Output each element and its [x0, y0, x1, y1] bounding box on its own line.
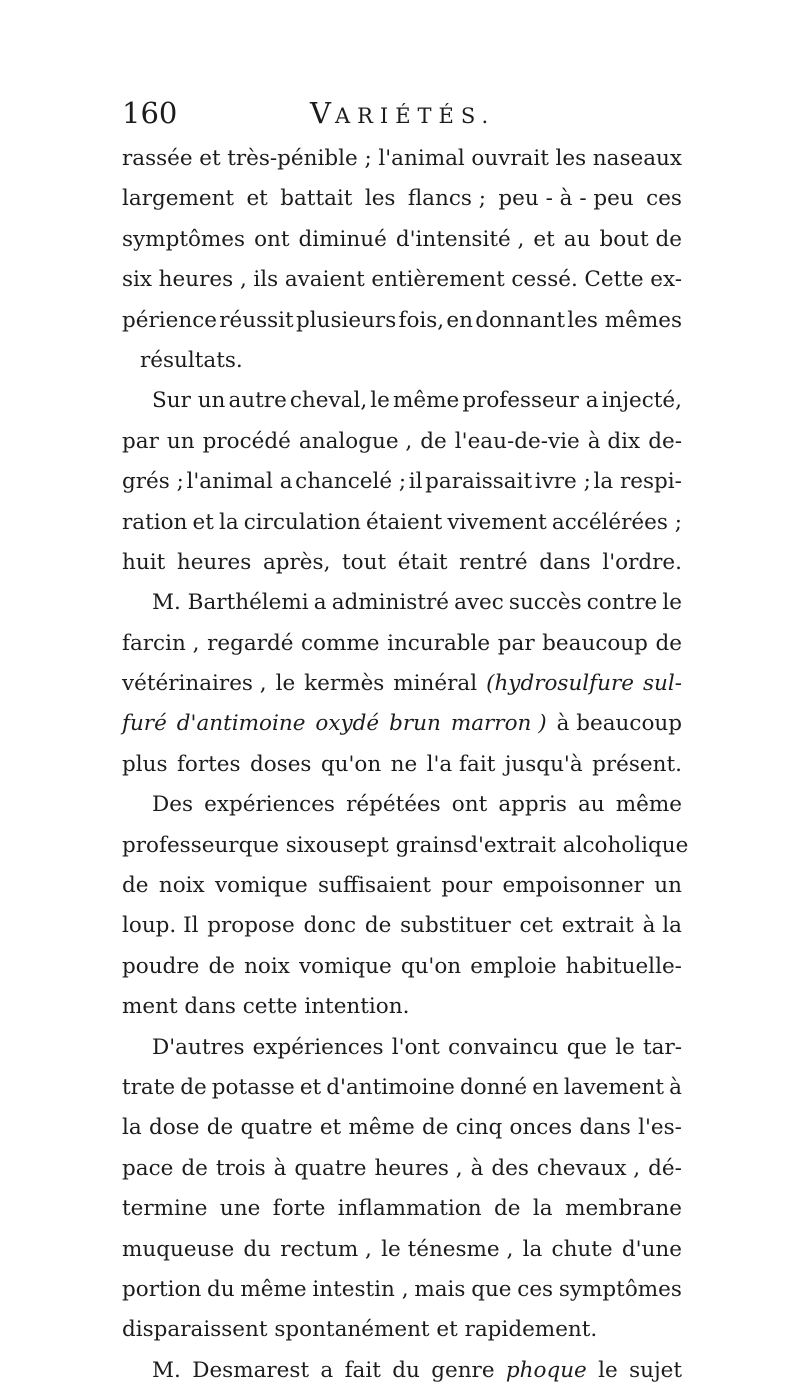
running-head-rest: ARIÉTÉS.: [334, 104, 496, 128]
word: regardé: [207, 630, 294, 656]
italic-word: oxydé: [315, 711, 380, 737]
text-line: [122, 341, 682, 381]
word: portion: [122, 1276, 202, 1302]
word: et: [199, 146, 221, 171]
word: symptômes: [122, 226, 246, 252]
word: ont: [254, 226, 290, 252]
word: au: [563, 226, 591, 252]
word: avaient: [284, 267, 365, 293]
word: heures ,: [158, 267, 247, 293]
text-line: [122, 1230, 682, 1270]
word: réussit: [219, 307, 294, 333]
word: d'une: [621, 1236, 682, 1262]
word: avec: [454, 590, 504, 616]
word: le: [615, 1034, 635, 1060]
word: du: [243, 1236, 272, 1262]
word: du: [392, 1357, 420, 1383]
word: kermès: [304, 671, 385, 697]
text-line: [122, 1108, 682, 1148]
word: symptômes: [558, 1276, 682, 1302]
word: termine: [122, 1196, 208, 1222]
word: onces: [509, 1115, 573, 1141]
word: cinq: [455, 1115, 503, 1141]
text-line: [122, 462, 682, 502]
word: injecté,: [601, 388, 682, 414]
word: tar-: [642, 1034, 682, 1060]
word: l'animal: [378, 146, 465, 171]
word: six: [122, 267, 153, 293]
text-line: [122, 179, 682, 219]
word: un: [166, 428, 195, 454]
word: à dix: [587, 428, 641, 454]
word: vivement: [447, 509, 547, 535]
word: même: [615, 792, 682, 818]
word: Sur un: [152, 388, 226, 414]
word: de: [208, 953, 235, 979]
word: de: [122, 873, 149, 899]
word: huit: [122, 549, 166, 575]
word: appris: [498, 792, 567, 818]
word: Desmarest: [192, 1357, 310, 1383]
word: heures: [176, 549, 252, 575]
word: professeur: [122, 832, 239, 858]
word: d'extrait alcoholique: [464, 832, 689, 858]
word: contre: [586, 590, 658, 616]
word: très-pénible ;: [227, 146, 372, 171]
word: quatre: [294, 1155, 367, 1181]
word: la: [218, 509, 239, 535]
word: noix: [158, 873, 205, 899]
word: emploie: [470, 953, 557, 979]
word: le: [275, 671, 296, 697]
word: l'es-: [638, 1115, 682, 1141]
word: en: [532, 1074, 559, 1100]
word: jusqu'à: [504, 751, 583, 777]
italic-word: sul-: [642, 671, 682, 697]
text-line: [122, 826, 689, 866]
text-line: [122, 987, 682, 1027]
word: fois,: [398, 307, 445, 333]
word: de: [420, 428, 447, 454]
word: une: [219, 1196, 261, 1222]
word: doses: [249, 751, 312, 777]
word: les: [364, 186, 396, 212]
word: rectum ,: [280, 1236, 372, 1262]
word: tout: [342, 549, 387, 575]
word: forte: [272, 1196, 326, 1222]
word: de: [421, 1115, 449, 1141]
text-line: [122, 624, 682, 664]
word: le: [662, 590, 682, 616]
word: noix: [244, 953, 290, 979]
word: donnant: [475, 307, 565, 333]
text-line: [122, 1310, 682, 1350]
word: qu'on: [320, 751, 382, 777]
word: quatre: [240, 1115, 313, 1141]
word: ouvrait: [471, 146, 549, 171]
text-line: [122, 583, 682, 623]
word: largement: [122, 186, 235, 212]
text-line: [122, 381, 682, 421]
word: donné: [459, 1074, 528, 1100]
word: chancelé ;: [295, 469, 407, 495]
word: plusieurs: [295, 307, 397, 333]
word: cheval,: [289, 388, 368, 414]
word: expériences: [252, 1034, 384, 1060]
word: sept grains: [342, 832, 465, 858]
text-line: [122, 947, 682, 987]
word: a: [320, 1357, 334, 1383]
word: empoisonner: [502, 873, 644, 899]
word: ont: [451, 792, 488, 818]
word: fait: [344, 1357, 381, 1383]
word: dose: [148, 1115, 200, 1141]
word: qu'on: [400, 953, 462, 979]
word: comme: [301, 630, 380, 656]
word: même: [240, 1276, 307, 1302]
word: expériences: [204, 792, 335, 818]
word: ils: [253, 267, 279, 293]
text-line: [122, 301, 682, 341]
word: muqueuse: [122, 1236, 235, 1262]
word: au: [577, 792, 605, 818]
italic-word: phoque: [505, 1357, 587, 1383]
word: incurable: [387, 630, 491, 656]
word: trate: [122, 1074, 176, 1100]
word: ment dans cette intention.: [122, 994, 410, 1020]
word: bout de: [599, 226, 682, 252]
word: ces: [646, 186, 682, 212]
word: périence: [122, 307, 217, 333]
text-line: [122, 1068, 682, 1108]
word: les: [555, 146, 587, 171]
word: des: [491, 1155, 529, 1181]
word: à: [470, 1155, 484, 1181]
word: le ténesme ,: [381, 1236, 514, 1262]
word: vomique: [299, 953, 392, 979]
word: la respi-: [593, 469, 682, 495]
italic-word: (hydrosulfure: [486, 671, 634, 697]
word: diminué: [298, 226, 387, 252]
italic-word: furé: [122, 711, 167, 737]
word: même: [392, 388, 460, 414]
word: que: [471, 1276, 512, 1302]
word: membrane: [565, 1196, 682, 1222]
word: et: [192, 509, 214, 535]
word: ces: [517, 1276, 554, 1302]
page-number: 160: [122, 96, 178, 130]
text-line: [122, 1270, 682, 1310]
word: présent.: [592, 751, 682, 777]
word: loup. Il: [122, 913, 199, 939]
word: disparaissent spontanément et rapidement.: [122, 1317, 598, 1343]
word: poudre: [122, 953, 200, 979]
word: de: [493, 1196, 521, 1222]
word: fortes: [176, 751, 241, 777]
text-line: [122, 745, 682, 785]
word: de: [364, 913, 392, 939]
word: circulation: [243, 509, 361, 535]
word: D'autres: [152, 1034, 245, 1060]
word: chevaux ,: [536, 1155, 641, 1181]
body-text: [122, 139, 689, 1391]
word: cessé.: [511, 267, 578, 293]
word: lavement: [563, 1074, 665, 1100]
word: le: [598, 1357, 618, 1383]
word: a: [313, 590, 327, 616]
word: intestin ,: [312, 1276, 409, 1302]
word: vomique: [214, 873, 308, 899]
word: peu - à - peu: [498, 186, 634, 212]
text-line: [122, 785, 682, 825]
word: du: [207, 1276, 235, 1302]
word: extrait: [561, 913, 634, 939]
text-line: [122, 422, 682, 462]
word: de: [655, 630, 682, 656]
word: administré: [331, 590, 449, 616]
word: et: [319, 1115, 342, 1141]
word: que: [566, 1034, 608, 1060]
word: que six: [238, 832, 316, 858]
word: la: [122, 1115, 142, 1141]
word: ne: [390, 751, 418, 777]
word: suffisaient: [318, 873, 431, 899]
word: d'antimoine: [326, 1074, 455, 1100]
text-line: [122, 664, 682, 704]
word: dé-: [648, 1155, 682, 1181]
word: était: [397, 549, 448, 575]
word: rassée: [122, 146, 193, 171]
word: de: [180, 1074, 207, 1100]
text-line: [122, 139, 682, 179]
word: étaient: [365, 509, 443, 535]
word: d'intensité ,: [395, 226, 525, 252]
word: ou: [315, 832, 343, 858]
word: il: [408, 469, 423, 495]
word: le: [370, 388, 390, 414]
word: farcin ,: [122, 630, 200, 656]
italic-word: d'antimoine: [176, 711, 306, 737]
word: la: [532, 1196, 553, 1222]
word: les mêmes: [567, 307, 682, 333]
text-line: [122, 1189, 682, 1229]
text-line: [122, 1149, 682, 1189]
word: dans: [539, 549, 591, 575]
word: par: [122, 428, 159, 454]
word: à beaucoup: [556, 711, 682, 737]
word: rentré: [459, 549, 528, 575]
word: vétérinaires ,: [122, 671, 267, 697]
word: M. Barthélemi: [152, 590, 309, 616]
running-head: [310, 96, 495, 130]
word: l'a fait: [426, 751, 496, 777]
word: plus: [122, 751, 168, 777]
word: Cette: [584, 267, 644, 293]
word: heures ,: [374, 1155, 463, 1181]
text-line: [122, 906, 682, 946]
text-line: [122, 1351, 682, 1391]
word: convaincu: [448, 1034, 559, 1060]
page-header: [122, 96, 682, 140]
word: beaucoup: [542, 630, 648, 656]
word: pace: [122, 1155, 174, 1181]
text-line: [122, 220, 682, 260]
word: à la: [642, 913, 682, 939]
word: ex-: [650, 267, 682, 293]
word: à: [273, 1155, 287, 1181]
word: substituer: [400, 913, 511, 939]
italic-word: brun: [389, 711, 441, 737]
text-line: [122, 866, 682, 906]
word: paraissait: [425, 469, 533, 495]
word: M.: [152, 1357, 181, 1383]
word: grés ;: [122, 469, 184, 495]
word: flancs ;: [407, 186, 487, 212]
word: Des: [152, 792, 193, 818]
word: par: [497, 630, 535, 656]
word: genre: [431, 1357, 495, 1383]
word: chute: [551, 1236, 613, 1262]
word: ivre ;: [534, 469, 591, 495]
word: professeur a: [462, 388, 599, 414]
word: résultats.: [140, 347, 243, 373]
text-line: [122, 1028, 682, 1068]
word: mais: [414, 1276, 466, 1302]
word: inflammation: [337, 1196, 482, 1222]
word: dans: [579, 1115, 631, 1141]
word: et: [533, 226, 555, 252]
word: de: [181, 1155, 208, 1181]
text-line: [122, 503, 682, 543]
word: même: [348, 1115, 415, 1141]
word: analogue ,: [298, 428, 413, 454]
word: un: [654, 873, 682, 899]
word: l'animal a: [186, 469, 293, 495]
word: l'ont: [391, 1034, 440, 1060]
word: trois: [215, 1155, 266, 1181]
word: succès: [508, 590, 582, 616]
word: habituelle-: [565, 953, 682, 979]
word: l'ordre.: [602, 549, 682, 575]
word: cet: [519, 913, 553, 939]
word: donc: [303, 913, 357, 939]
word: répétées: [346, 792, 441, 818]
word: de: [206, 1115, 234, 1141]
word: sujet: [629, 1357, 682, 1383]
word: potasse: [211, 1074, 295, 1100]
word: naseaux: [592, 146, 682, 171]
word: la: [522, 1236, 543, 1262]
text-line: [122, 704, 682, 744]
word: et: [246, 186, 268, 212]
word: en: [446, 307, 473, 333]
running-head-initial: V: [310, 96, 335, 130]
italic-word: marron ): [450, 711, 547, 737]
word: pour: [441, 873, 493, 899]
word: après,: [262, 549, 331, 575]
word: à: [669, 1074, 682, 1100]
word: battait: [280, 186, 353, 212]
word: l'eau-de-vie: [454, 428, 580, 454]
text-line: [122, 260, 682, 300]
word: minéral: [393, 671, 478, 697]
text-line: [122, 543, 682, 583]
word: accélérées ;: [551, 509, 682, 535]
word: entièrement: [371, 267, 505, 293]
word: propose: [207, 913, 295, 939]
word: procédé: [202, 428, 291, 454]
word: de-: [648, 428, 682, 454]
word: autre: [228, 388, 287, 414]
word: et: [299, 1074, 322, 1100]
word: ration: [122, 509, 188, 535]
